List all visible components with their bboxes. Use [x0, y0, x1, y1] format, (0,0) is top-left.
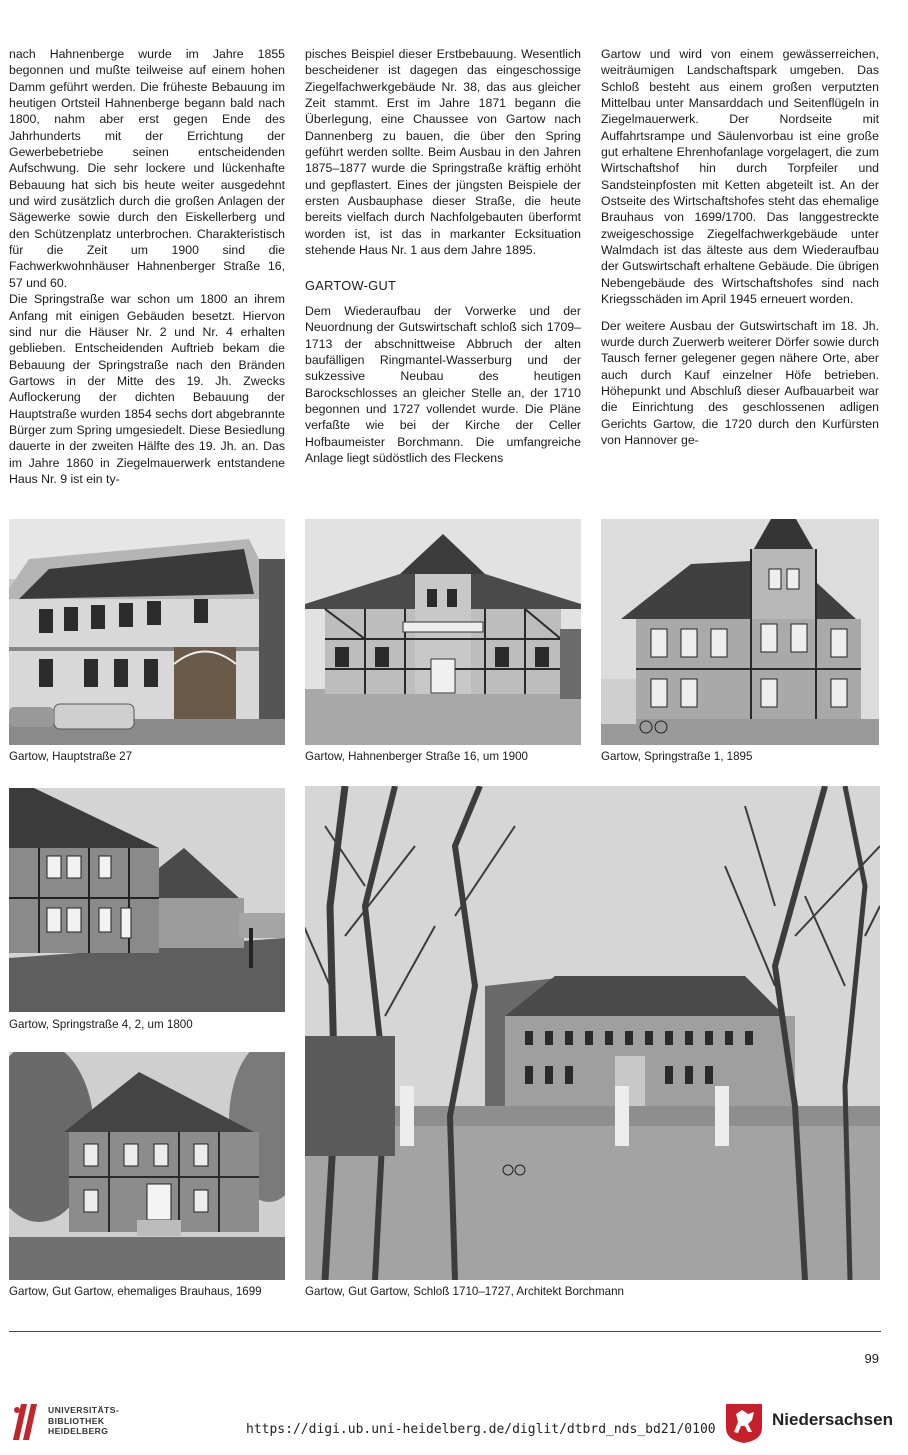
niedersachsen-horse-logo-icon	[724, 1402, 764, 1444]
photo-springstrasse-4-2	[9, 788, 285, 1012]
page-number: 99	[864, 1351, 879, 1366]
text-column-1	[9, 46, 285, 487]
library-name-line: BIBLIOTHEK	[48, 1415, 105, 1426]
caption: Gartow, Hahnenberger Straße 16, um 1900	[305, 750, 528, 763]
photo-schloss-gartow	[305, 786, 880, 1280]
paragraph: Der weitere Ausbau der Gutswirtschaft im 18. Jh. wurde durch Zuerwerb weiterer Dörfer sowie durch Tausch ferner gelegener gegen nähere Orte, aber auch durch Kauf einzelner Höfe betrieben. Höhepunkt und Abschluß dieser Aufbauarbeit war die Einrichtung des geschlossenen adligen Gerichts Gartow, die 1720 durch den Kurfürsten von Hannover ge-	[601, 318, 879, 447]
paragraph: Dem Wiederaufbau der Vorwerke und der Neuordnung der Gutswirtschaft schloß sich 1709–1713 der abschnittweise Abbruch der alten baufälligen Ringmantel-Wasserburg und der sukzessive Neubau des heutigen Barockschlosses an gleicher Stelle an, der 1710 begonnen und 1727 vollendet wurde. Die Pläne verfaßte wie bei der Kirche der Celler Hofbaumeister Borchmann. Die umfangreiche Anlage liegt südöstlich des Fleckens	[305, 303, 581, 465]
paragraph: Gartow und wird von einem gewässerreichen, weiträumigen Landschaftspark umgeben. Das Schloß besteht aus einem großen verputzten Mittelbau unter Mansarddach und Seitenflügeln in Ziegelmauerwerk. Der Nordseite mit Auffahrtsrampe und Säulenvorbau ist eine große gut erhaltene Ehrenhofanlage vorgelagert, die zum Wirtschaftshof hin durch Torpfeiler und Sandsteinpfosten mit Ketten abgeteilt ist. An der Ostseite des Wirtschaftshofes steht das ehemalige Brauhaus von 1699/1700. Das langgestreckte zweigeschossige Ziegelfachwerkgebäude unter Walmdach ist das älteste aus dem Wiederaufbau der Gutswirtschaft erhaltene Gebäude. Die übrigen Nebengebäude des Wirtschaftshofes sind nach Kriegsschäden im April 1945 erneuert worden.	[601, 47, 879, 307]
text-column-3	[601, 46, 879, 448]
caption: Gartow, Gut Gartow, ehemaliges Brauhaus, 1699	[9, 1285, 262, 1298]
niedersachsen-label: Niedersachsen	[772, 1410, 893, 1429]
paragraph: Die Springstraße war schon um 1800 an ihrem Anfang mit einigen Gebäuden besetzt. Hiervon sind nur die Häuser Nr. 2 und Nr. 4 erhalten geblieben. Entscheidenden Auftrieb bekam die Bebauung der Springstraße nach den Bränden Gartows in der Mitte des 19. Jh. Zwecks Auflockerung der dichten Bebauung der Hauptstraße wurden 1854 sechs dort abgebrannte Bürger zum Spring umgesiedelt. Diese Besiedlung dauerte in der zweiten Hälfte des 19. Jh. an. Das im Jahre 1860 in Ziegelmauerwerk entstandene Haus Nr. 9 ist ein ty-	[9, 292, 285, 486]
text-column-2	[305, 46, 581, 466]
paragraph: nach Hahnenberge wurde im Jahre 1855 begonnen und mußte teilweise auf einem hohen Damm geführt werden. Die früheste Bebauung im heutigen Ortsteil Hahnenberge begann bald nach 1800, nahm aber erst gegen Ende des Jahrhunderts mit der Errichtung der Gewerbebetriebe seinen entscheidenden Aufschwung. Die sehr lockere und lückenhafte Bebauung hat sich bis heute weiter ausgedehnt und wird zusätzlich durch die großen Anlagen der Sägewerke sowie durch den Eiskellerberg und den Schützenplatz unterbrochen. Charakteristisch für die Zeit um 1900 sind die Fachwerkwohnhäuser Hahnenberger Straße 16, 57 und 60.	[9, 47, 285, 290]
library-name	[48, 1405, 119, 1437]
document-url-link[interactable]: https://digi.ub.uni-heidelberg.de/diglit/dtbrd_nds_bd21/0100	[246, 1422, 716, 1437]
photo-brauhaus	[9, 1052, 285, 1280]
library-name-line: UNIVERSITÄTS-	[48, 1405, 120, 1415]
paragraph: pisches Beispiel dieser Erstbebauung. Wesentlich bescheidener ist dagegen das eingeschossige Ziegelfachwerkgebäude Nr. 38, das aus gleicher Zeit stammt. Erst im Jahre 1871 begann die Überlegung, eine Chaussee von Gartow nach Dannenberg zu bauen, die über den Spring geführt werden sollte. Beim Ausbau in den Jahren 1875–1877 wurde die Springstraße kräftig erhöht und gepflastert. Eines der jüngsten Beispiele der ersten Ausbauphase dieser Straße, die heute bereits vielfach durch Nachfolgebauten überformt worden ist, ist das in markanter Ecksituation stehende Haus Nr. 1 aus dem Jahre 1895.	[305, 47, 581, 258]
footer-rule	[9, 1331, 881, 1332]
ub-heidelberg-logo-icon	[9, 1400, 43, 1442]
section-heading: GARTOW-GUT	[305, 278, 397, 294]
library-name-line: HEIDELBERG	[48, 1426, 109, 1436]
photo-hauptstrasse-27	[9, 519, 285, 745]
caption: Gartow, Hauptstraße 27	[9, 750, 133, 763]
caption: Gartow, Springstraße 1, 1895	[601, 750, 753, 763]
photo-hahnenberger-strasse-16	[305, 519, 581, 745]
caption: Gartow, Springstraße 4, 2, um 1800	[9, 1018, 193, 1031]
photo-springstrasse-1	[601, 519, 879, 745]
caption: Gartow, Gut Gartow, Schloß 1710–1727, Architekt Borchmann	[305, 1285, 624, 1298]
